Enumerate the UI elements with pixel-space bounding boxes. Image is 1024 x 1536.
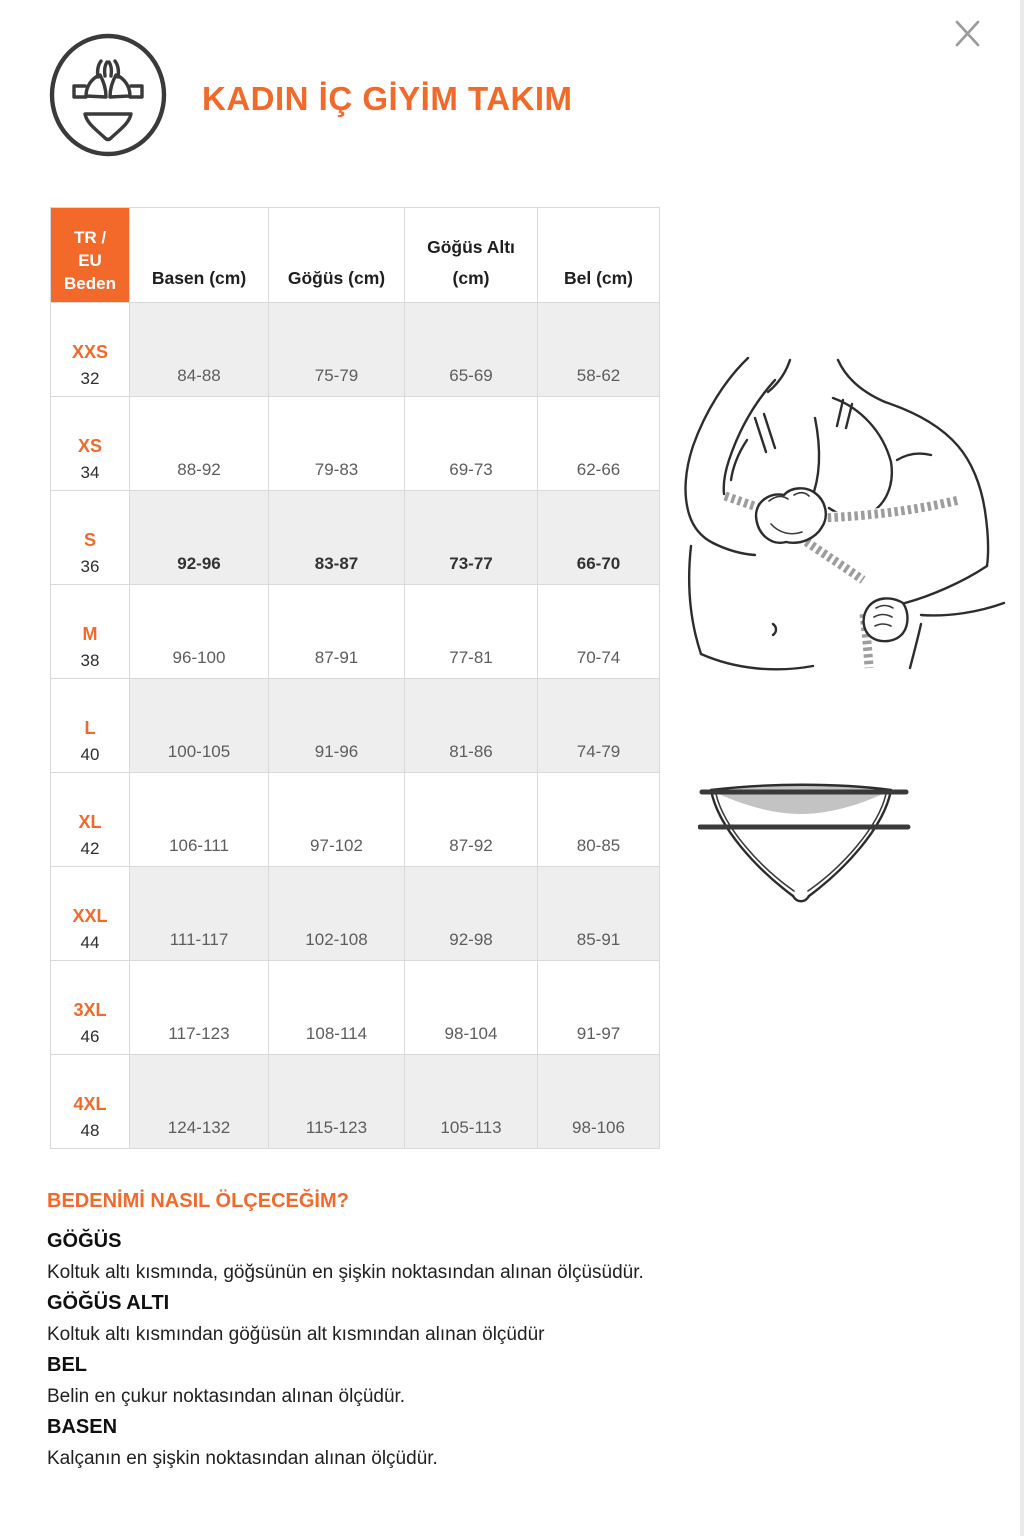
measurement-value: 117-123	[130, 961, 269, 1055]
measurement-value: 105-113	[405, 1055, 538, 1149]
table-row	[50, 303, 661, 397]
guide-desc-gogus: Koltuk altı kısmında, göğsünün en şişkin noktasından alınan ölçüsüdür.	[47, 1262, 644, 1283]
measurement-value: 62-66	[538, 397, 660, 491]
size-label-cell	[50, 773, 130, 867]
eu-size: 44	[80, 933, 100, 952]
table-row	[50, 491, 661, 585]
measurement-value: 98-106	[538, 1055, 660, 1149]
measurement-value: 73-77	[405, 491, 538, 585]
size-table	[50, 207, 661, 1149]
column-header: Bel (cm)	[538, 207, 660, 303]
neck-left-line	[768, 360, 790, 392]
measurement-value: 87-91	[269, 585, 405, 679]
size-label-cell	[50, 1055, 130, 1149]
bra-center-line	[811, 418, 819, 500]
measurement-value: 96-100	[130, 585, 269, 679]
size-label-cell	[50, 303, 130, 397]
table-row	[50, 585, 661, 679]
guide-desc-basen: Kalçanın en şişkin noktasından alınan ölçüdür.	[47, 1448, 438, 1469]
right-shoulder-arm	[885, 402, 988, 566]
eu-size: 48	[80, 1121, 100, 1140]
measurement-value: 58-62	[538, 303, 660, 397]
measurement-value: 70-74	[538, 585, 660, 679]
measurement-value: 108-114	[269, 961, 405, 1055]
measurement-value: 74-79	[538, 679, 660, 773]
eu-size: 46	[80, 1027, 100, 1046]
table-header-row	[50, 207, 661, 303]
size-label: 3XL	[73, 1000, 107, 1020]
measurement-value: 91-96	[269, 679, 405, 773]
right-forearm-inner	[921, 603, 1004, 615]
column-header: Basen (cm)	[130, 207, 269, 303]
measurement-value: 115-123	[269, 1055, 405, 1149]
measurement-value: 88-92	[130, 397, 269, 491]
measurement-value: 97-102	[269, 773, 405, 867]
bust-measurement-illustration	[663, 356, 1008, 671]
size-label: 4XL	[73, 1094, 107, 1114]
measurement-value: 69-73	[405, 397, 538, 491]
right-forearm-outer	[905, 566, 987, 603]
measurement-value: 92-96	[130, 491, 269, 585]
panty-measurement-illustration	[698, 770, 913, 910]
column-header: Göğüs Altı (cm)	[405, 207, 538, 303]
right-edge-strip	[1020, 0, 1024, 1536]
guide-desc-bel: Belin en çukur noktasından alınan ölçüdür.	[47, 1386, 406, 1407]
close-icon	[950, 16, 984, 50]
size-label: S	[83, 530, 96, 550]
guide-term-gogus-alti: GÖĞÜS ALTI	[47, 1292, 170, 1314]
size-label-cell	[50, 397, 130, 491]
measurement-value: 77-81	[405, 585, 538, 679]
page-title: KADIN İÇ GİYİM TAKIM	[202, 80, 573, 117]
panty-shaded-panel	[711, 785, 891, 814]
measurement-value: 75-79	[269, 303, 405, 397]
measurement-value: 80-85	[538, 773, 660, 867]
eu-size: 36	[80, 557, 100, 576]
left-arm-outer	[686, 358, 748, 543]
eu-size: 42	[80, 839, 100, 858]
table-row	[50, 961, 661, 1055]
close-button[interactable]	[944, 10, 990, 56]
eu-size: 32	[80, 369, 100, 388]
torso-left-side	[689, 546, 701, 654]
measurement-value: 85-91	[538, 867, 660, 961]
panty-bottom	[793, 896, 809, 901]
left-hand	[756, 488, 826, 542]
eu-size: 34	[80, 463, 100, 482]
navel	[773, 624, 776, 635]
guide-term-gogus: GÖĞÜS	[47, 1230, 122, 1252]
measurement-value: 106-111	[130, 773, 269, 867]
measurement-value: 98-104	[405, 961, 538, 1055]
measurement-guide	[47, 1186, 787, 1474]
size-label-cell	[50, 491, 130, 585]
guide-desc-gogus-alti: Koltuk altı kısmından göğüsün alt kısmından alınan ölçüdür	[47, 1324, 545, 1345]
bra-strap-left	[755, 414, 775, 452]
size-label: XL	[78, 812, 102, 832]
guide-heading: BEDENİMİ NASIL ÖLÇECEĞİM?	[47, 1190, 349, 1212]
neck-right-line	[838, 360, 885, 402]
measurement-value: 100-105	[130, 679, 269, 773]
left-forearm	[713, 543, 755, 555]
measurement-value: 66-70	[538, 491, 660, 585]
measurement-value: 79-83	[269, 397, 405, 491]
measurement-value: 102-108	[269, 867, 405, 961]
measurement-value: 81-86	[405, 679, 538, 773]
size-label-cell	[50, 867, 130, 961]
guide-term-bel: BEL	[47, 1354, 87, 1376]
size-label-cell	[50, 961, 130, 1055]
size-label-cell	[50, 679, 130, 773]
lingerie-set-icon	[47, 32, 169, 158]
column-header: Göğüs (cm)	[269, 207, 405, 303]
size-label: XXS	[71, 342, 109, 362]
measurement-value: 87-92	[405, 773, 538, 867]
size-label-cell	[50, 585, 130, 679]
armpit-right	[897, 454, 931, 460]
size-label: L	[84, 718, 96, 738]
eu-size: 38	[80, 651, 100, 670]
measurement-value: 84-88	[130, 303, 269, 397]
size-label: XXL	[72, 906, 108, 926]
torso-right-side	[910, 624, 921, 668]
table-row	[50, 397, 661, 491]
size-column-header: TR / EU Beden	[50, 207, 130, 303]
size-label: XS	[77, 436, 102, 456]
guide-term-basen: BASEN	[47, 1416, 118, 1438]
eu-size: 40	[80, 745, 100, 764]
table-row	[50, 1055, 661, 1149]
measurement-value: 65-69	[405, 303, 538, 397]
measurement-value: 124-132	[130, 1055, 269, 1149]
measurement-value: 91-97	[538, 961, 660, 1055]
table-row	[50, 679, 661, 773]
measurement-value: 83-87	[269, 491, 405, 585]
size-label: M	[82, 624, 98, 644]
measurement-value: 111-117	[130, 867, 269, 961]
table-row	[50, 867, 661, 961]
measurement-value: 92-98	[405, 867, 538, 961]
belly-line	[701, 654, 813, 669]
table-row	[50, 773, 661, 867]
